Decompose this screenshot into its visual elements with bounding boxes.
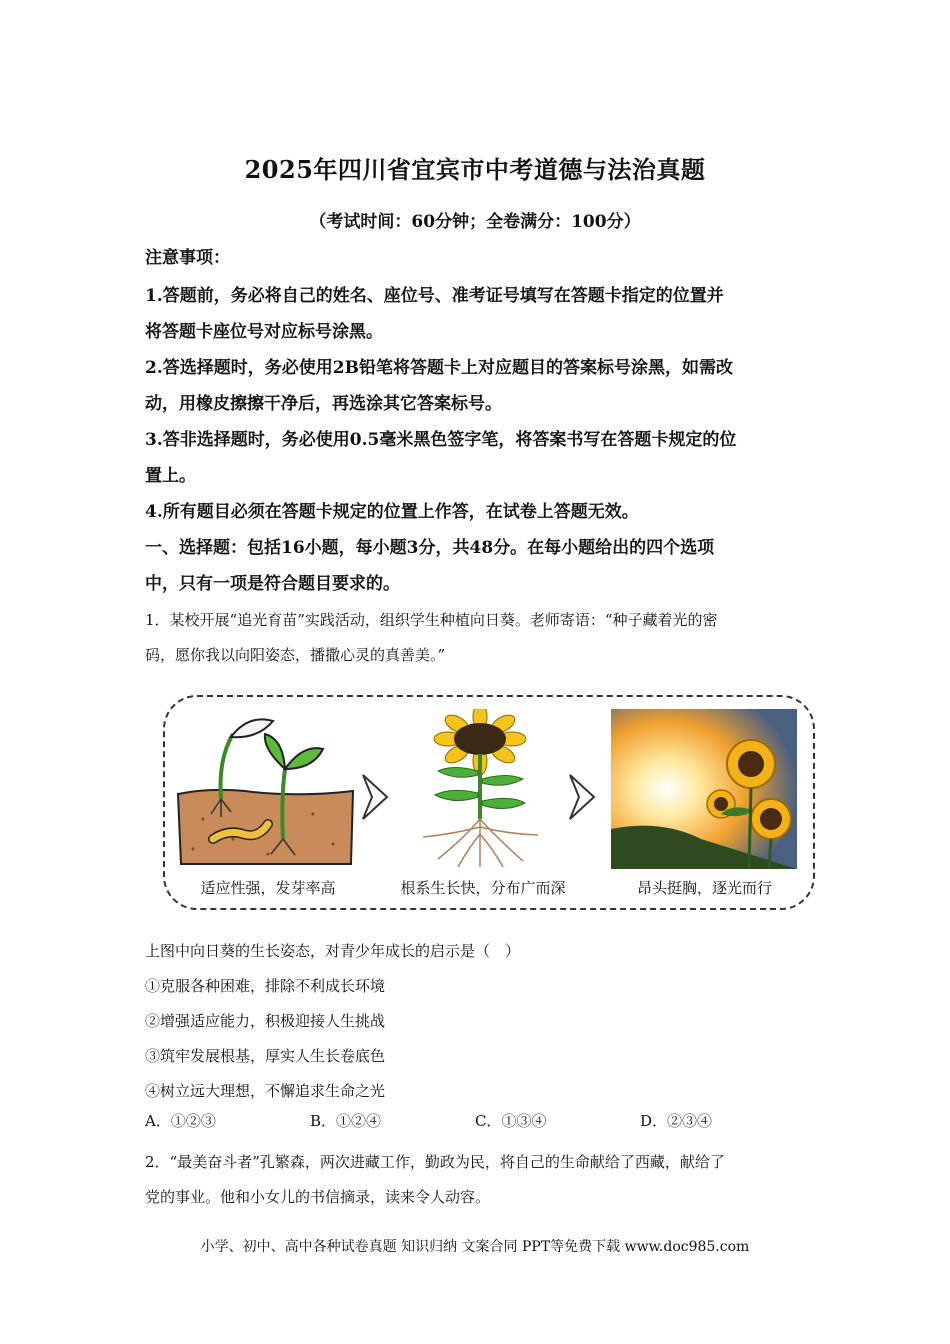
statement-item: ④树立远大理想，不懈追求生命之光	[145, 1082, 386, 1100]
statement-item: ②增强适应能力，积极迎接人生挑战	[145, 1012, 386, 1030]
seedling-illustration	[173, 709, 358, 869]
statement-item: ③筑牢发展根基，厚实人生长卷底色	[145, 1047, 386, 1065]
notes-section	[145, 240, 810, 602]
sunflowers-sun-illustration	[611, 709, 797, 869]
stem-line: 2．“最美奋斗者”孔繁森，两次进藏工作，勤政为民，将自己的生命献给了西藏，献给了	[145, 1153, 725, 1171]
section-heading: 中，只有一项是符合题目要求的。	[145, 574, 400, 594]
stem-line: 党的事业。他和小女儿的书信摘录，读来令人动容。	[145, 1188, 491, 1206]
page-title: 2025年四川省宜宾市中考道德与法治真题	[244, 155, 706, 184]
figure-caption: 根系生长快，分布广而深	[400, 879, 566, 897]
sunflower-figure	[163, 695, 815, 910]
option-d: D．②③④	[640, 1112, 713, 1130]
note-line: 置上。	[145, 466, 196, 486]
figure-caption: 昂头挺胸，逐光而行	[636, 879, 772, 897]
note-line: 将答题卡座位号对应标号涂黑。	[145, 322, 383, 342]
chevron-right-icon	[360, 772, 390, 822]
question-1-stem	[145, 603, 810, 673]
option-c: C．①③④	[475, 1112, 547, 1130]
option-a: A．①②③	[145, 1112, 216, 1130]
note-line: 2.答选择题时，务必使用2B铅笔将答题卡上对应题目的答案标号涂黑，如需改	[145, 358, 733, 378]
question-1-body	[145, 934, 810, 1109]
question-2-stem	[145, 1145, 810, 1215]
note-line: 3.答非选择题时，务必使用0.5毫米黑色签字笔，将答案书写在答题卡规定的位	[145, 430, 737, 450]
note-line: 动，用橡皮擦擦干净后，再选涂其它答案标号。	[145, 394, 502, 414]
answer-options	[145, 1110, 810, 1138]
stem-line: 码，愿你我以向阳姿态，播撒心灵的真善美。”	[145, 646, 446, 664]
note-line: 4.所有题目必须在答题卡规定的位置上作答，在试卷上答题无效。	[145, 502, 639, 522]
section-heading: 一、选择题：包括16小题，每小题3分，共48分。在每小题给出的四个选项	[145, 538, 715, 558]
sunflower-roots-illustration	[393, 709, 568, 869]
question-prompt: 上图中向日葵的生长姿态，对青少年成长的启示是（ ）	[145, 942, 521, 960]
exam-info: （考试时间：60分钟；全卷满分：100分）	[309, 212, 641, 232]
stem-line: 1．某校开展“追光育苗”实践活动，组织学生种植向日葵。老师寄语：“种子藏着光的密	[145, 611, 718, 629]
notes-heading: 注意事项：	[145, 248, 230, 268]
figure-caption: 适应性强，发芽率高	[200, 879, 336, 897]
chevron-right-icon	[567, 772, 597, 822]
option-b: B．①②④	[310, 1112, 382, 1130]
note-line: 1.答题前，务必将自己的姓名、座位号、准考证号填写在答题卡指定的位置并	[145, 286, 724, 306]
page-footer: 小学、初中、高中各种试卷真题 知识归纳 文案合同 PPT等免费下载 www.doc985.com	[200, 1239, 750, 1255]
statement-item: ①克服各种困难，排除不利成长环境	[145, 977, 386, 995]
